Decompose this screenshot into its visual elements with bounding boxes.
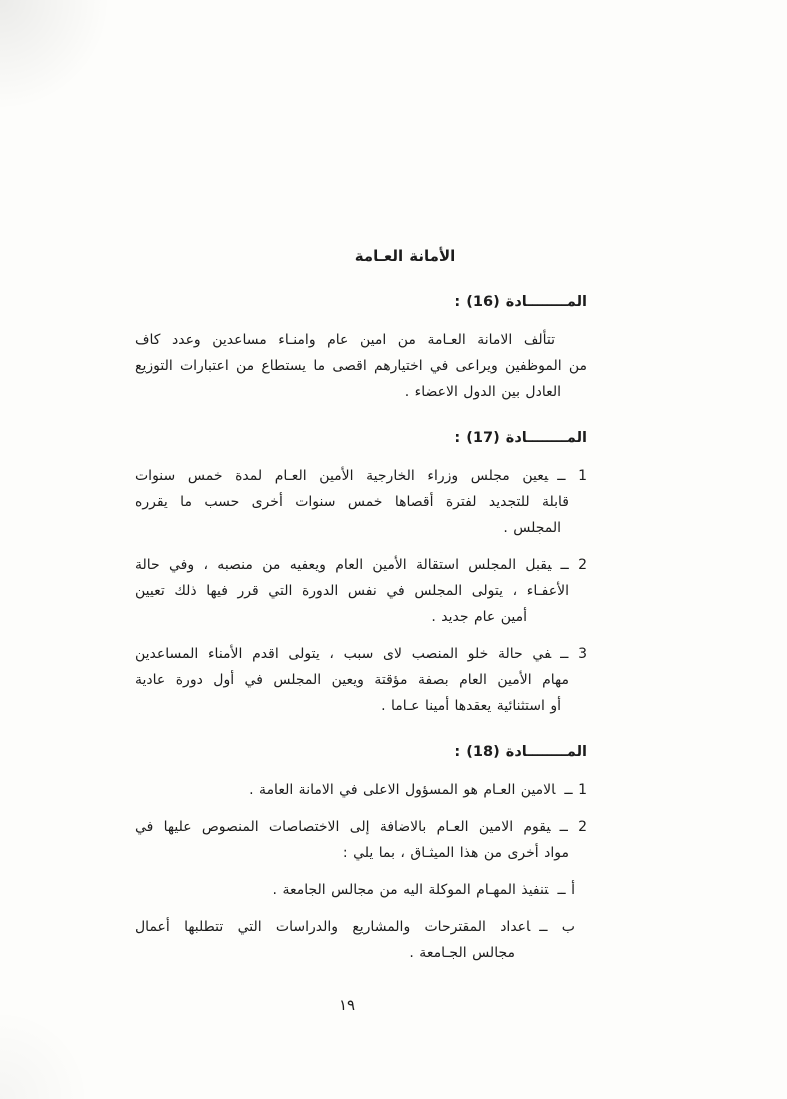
item-text: تنفيذ المهـام الموكلة اليه من مجالس الجامعة . [272,882,549,898]
item-text: الامين العـام هو المسؤول الاعلى في الامانة العامة . [249,782,556,798]
list-item-1 [135,463,587,541]
list-item-3 [135,641,587,719]
list-item-1 [135,777,587,803]
item-line: مجالس الجـامعة . [409,945,515,961]
item-marker: 1 ــ [564,782,587,798]
item-line: مهام الأمين العام بصفة مؤقتة ويعين المجلس في أول دورة عادية [135,672,569,688]
item-line [135,914,575,940]
item-line: أمين عام جديد . [431,609,527,625]
item-marker: 1 ــ [557,468,588,484]
article-17-heading: المــــــــادة (17) : [454,430,587,446]
article-16-heading: المــــــــادة (16) : [454,294,587,310]
article-18 [135,739,587,966]
item-line [135,552,587,578]
paragraph-line: العادل بين الدول الاعضاء . [404,384,561,400]
item-marker: 3 ــ [560,646,587,662]
item-line: مواد أخرى من هذا الميثـاق ، بما يلي : [342,845,569,861]
item-marker: 2 ــ [559,819,588,835]
item-line: المجلس . [503,520,561,536]
item-line [135,877,575,903]
item-text: يقبل المجلس استقالة الأمين العام ويعفيه من منصبه ، وفي حالة [135,557,552,573]
item-line: قابلة للتجديد لفترة أقصاها خمس سنوات أخرى حسب ما يقرره [135,494,569,510]
item-line: أو استثنائية يعقدها أمينا عـاما . [381,698,561,714]
list-item-2 [135,814,587,866]
page-number: ١٩ [338,996,356,1014]
list-item-2 [135,552,587,630]
item-line [135,814,587,840]
sub-item-b [135,914,575,966]
article-16 [135,289,587,405]
item-line [135,463,587,489]
item-marker: 2 ــ [560,557,587,573]
article-17 [135,425,587,719]
sub-item-a [135,877,575,903]
article-16-paragraph [135,327,587,405]
item-marker: ب ــ [539,919,575,935]
article-18-heading: المــــــــادة (18) : [454,744,587,760]
item-line [135,777,587,803]
page-content [135,243,587,1018]
sub-items [135,877,587,966]
item-line [135,641,587,667]
page-title: الأمانة العـامة [354,247,456,265]
item-marker: أ ــ [557,882,575,898]
item-line: الأعفـاء ، يتولى المجلس في نفس الدورة التي قرر فيها ذلك تعيين [135,583,569,599]
item-text: اعداد المقترحات والمشاريع والدراسات التي تتطلبها أعمال [135,919,531,935]
paragraph-line: من الموظفين ويراعى في اختيارهم اقصى ما يستطاع من اعتبارات التوزيع [135,358,587,374]
item-text: يقوم الامين العـام بالاضافة إلى الاختصاصات المنصوص عليها في [135,819,551,835]
item-text: يعين مجلس وزراء الخارجية الأمين العـام لمدة خمس سنوات [135,468,549,484]
paragraph-line: تتألف الامانة العـامة من امين عام وامنـاء مساعدين وعدد كاف [135,332,555,348]
item-text: في حالة خلو المنصب لاى سبب ، يتولى اقدم الأمناء المساعدين [135,646,552,662]
